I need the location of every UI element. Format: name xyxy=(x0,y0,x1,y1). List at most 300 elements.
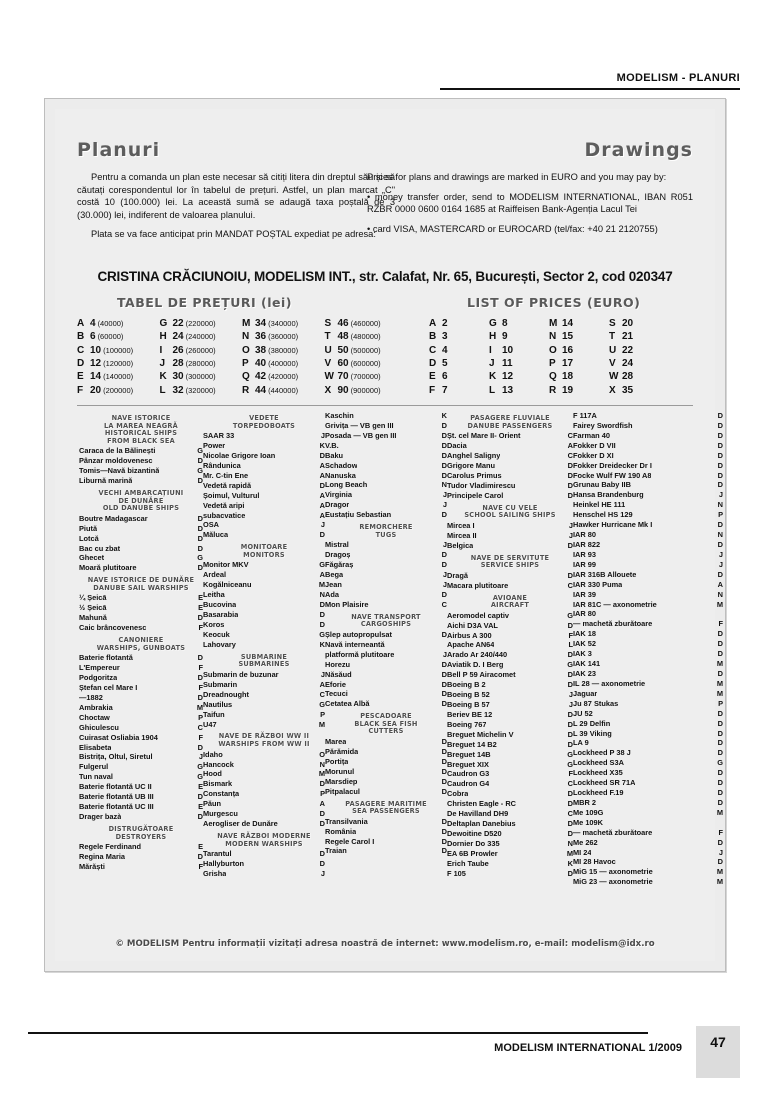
catalog-item-name: U47 xyxy=(203,719,217,729)
catalog-item xyxy=(325,660,447,670)
price-cell xyxy=(242,371,325,382)
catalog-item-name: Caraca de la Bălinești xyxy=(79,446,156,456)
catalog-item xyxy=(325,689,447,699)
catalog-item-name: Șlep autopropulsat xyxy=(325,629,392,639)
catalog-item xyxy=(447,481,573,491)
intro-en-p2: • money transfer order, send to MODELISM INTERNATIONAL, IBAN R051 RZBR 0000 0600 0164 1685 at Raiffeisen Bank-Agenția Lacul Tei xyxy=(367,191,693,215)
catalog-item xyxy=(79,623,203,633)
catalog-item-price-code: F xyxy=(198,732,203,742)
catalog-item-price-code: D xyxy=(441,699,447,709)
price-letter: E xyxy=(429,371,436,383)
catalog-item-name: Lockheed F.19 xyxy=(573,788,624,798)
catalog-item xyxy=(203,789,325,799)
catalog-item-price-code: D xyxy=(567,739,573,749)
price-old-currency: (280000) xyxy=(185,359,216,369)
catalog-item xyxy=(203,809,325,819)
catalog-item xyxy=(325,441,447,451)
catalog-item xyxy=(447,720,573,730)
catalog-item xyxy=(573,619,723,629)
catalog-item-price-code: D xyxy=(197,792,203,802)
catalog-item-name: Mistral xyxy=(325,540,349,550)
catalog-item-name: V.B. xyxy=(325,440,339,450)
catalog-item-price-code: D xyxy=(717,450,723,460)
price-value: 34 xyxy=(255,318,267,330)
catalog-item xyxy=(79,772,203,782)
catalog-item-name: Vedetă aripi xyxy=(203,500,245,510)
catalog-category-heading: PESCADOARE BLACK SEA FISH CUTTERS xyxy=(354,712,418,736)
intro-en-p3: • card VISA, MASTERCARD or EUROCARD (tel/fax: +40 21 2120755) xyxy=(367,223,658,234)
catalog-item-name: Aeromodel captiv xyxy=(447,610,510,620)
price-letter: M xyxy=(242,318,251,330)
catalog-item-name: JU 52 xyxy=(573,708,593,718)
catalog-item xyxy=(447,760,573,770)
catalog-item-price-code: F xyxy=(568,630,573,640)
catalog-item xyxy=(447,461,573,471)
catalog-item-name: Aichi D3A VAL xyxy=(447,620,498,630)
catalog-category-heading: NAVE ISTORICE DE DUNĂRE DANUBE SAIL WARSHIPS xyxy=(87,576,195,592)
catalog-item xyxy=(447,611,573,621)
catalog-item-name: subacvatice xyxy=(203,510,246,520)
catalog-item-name: Boeing B 2 xyxy=(447,680,486,690)
price-letter: J xyxy=(489,358,495,370)
catalog-item-price-code: P xyxy=(320,789,325,799)
price-cell xyxy=(77,318,160,329)
catalog-item xyxy=(447,789,573,799)
catalog-item-name: Hansa Brandenburg xyxy=(573,490,644,500)
price-value: 6 xyxy=(442,371,448,383)
catalog-item xyxy=(79,862,203,872)
catalog-item-name: Breguet 14B xyxy=(447,749,491,759)
price-letter: T xyxy=(324,331,331,343)
price-cell xyxy=(549,385,609,396)
price-table-euro xyxy=(429,317,729,397)
price-cell xyxy=(489,318,549,329)
catalog-item-name: Ambrakia xyxy=(79,702,113,712)
catalog-item-price-code: J xyxy=(568,520,573,530)
price-letter: N xyxy=(242,331,250,343)
price-row xyxy=(77,383,407,396)
price-value: 42 xyxy=(255,371,267,383)
catalog-item-price-code: D xyxy=(441,669,447,679)
catalog-category-heading: VECHI AMBARCAȚIUNI DE DUNĂRE OLD DANUBE SHIPS xyxy=(98,489,184,513)
price-letter: O xyxy=(549,344,557,356)
catalog-item-name: IAK 18 xyxy=(573,629,597,639)
catalog-item-price-code: D xyxy=(567,719,573,729)
page-number-box xyxy=(696,1026,740,1078)
catalog-item xyxy=(573,669,723,679)
price-value: 70 xyxy=(337,371,349,383)
catalog-item xyxy=(573,471,723,481)
catalog-item-price-code: M xyxy=(716,688,723,698)
catalog-item-price-code: D xyxy=(717,718,723,728)
price-letter: A xyxy=(429,318,437,330)
catalog-item-price-code: D xyxy=(717,460,723,470)
catalog-item-name: Făgăraș xyxy=(325,560,354,570)
catalog-item-name: MI 28 Havoc xyxy=(573,857,616,867)
catalog-item xyxy=(203,481,325,491)
catalog-item-price-code: A xyxy=(319,500,325,510)
catalog-item-price-code: D xyxy=(717,857,723,867)
catalog-item xyxy=(325,817,447,827)
catalog-item-name: Morunul xyxy=(325,766,355,776)
catalog-category-heading: NAVE DE SERVITUTE SERVICE SHIPS xyxy=(470,553,550,570)
catalog-item-price-code: D xyxy=(441,679,447,689)
catalog-item-name: OSA xyxy=(203,520,220,530)
catalog-item-name: Ștefan cel Mare I xyxy=(79,683,138,693)
catalog-item-price-code: D xyxy=(319,451,325,460)
catalog-item xyxy=(203,590,325,600)
catalog-item xyxy=(573,590,723,600)
price-letter: X xyxy=(324,384,332,396)
catalog-item xyxy=(203,520,325,530)
price-old-currency: (700000) xyxy=(350,372,381,382)
catalog-item xyxy=(203,720,325,730)
catalog-item-price-code: K xyxy=(319,639,325,649)
catalog-item-name: Mr. C-tin Ene xyxy=(203,470,249,480)
catalog-item-price-code: D xyxy=(567,789,573,799)
catalog-item-name: Anghel Saligny xyxy=(447,451,501,460)
catalog-item-name: MiG 23 — axonometrie xyxy=(573,877,653,887)
catalog-item-name: Christen Eagle - RC xyxy=(447,799,516,809)
price-letter: P xyxy=(242,358,249,370)
catalog-item-name: Posada — VB gen III xyxy=(325,430,397,440)
catalog-item xyxy=(79,713,203,723)
price-row xyxy=(429,383,729,396)
catalog-item-name: MBR 2 xyxy=(573,797,596,807)
catalog-item xyxy=(573,500,723,510)
catalog-item-name: Jaguar xyxy=(573,688,598,698)
catalog-item-name: Constanța xyxy=(203,789,240,799)
catalog-item xyxy=(447,521,573,531)
catalog-item-price-code: G xyxy=(319,699,325,709)
catalog-item-price-code: D xyxy=(197,563,203,573)
catalog-item xyxy=(79,514,203,524)
catalog-category-heading: NAVE TRANSPORT CARGOSHIPS xyxy=(351,612,421,629)
price-old-currency: (200000) xyxy=(103,385,134,395)
catalog-item-price-code: P xyxy=(198,712,203,722)
catalog-item-price-code: D xyxy=(441,430,447,440)
catalog-item-price-code: D xyxy=(567,868,573,878)
catalog-item xyxy=(79,743,203,753)
price-cell xyxy=(489,385,549,396)
catalog-item xyxy=(573,768,723,778)
catalog-item-price-code: D xyxy=(717,797,723,807)
catalog-item xyxy=(325,431,447,441)
catalog-item xyxy=(447,859,573,869)
catalog-item-price-code: J xyxy=(442,649,447,659)
catalog-item xyxy=(79,553,203,563)
catalog-item-price-code: M xyxy=(566,848,573,858)
catalog-item-price-code: J xyxy=(568,699,573,709)
price-value: 10 xyxy=(502,344,514,356)
catalog-item-name: Cobra xyxy=(447,789,469,799)
catalog-item-name: Ada xyxy=(325,589,339,599)
catalog-item xyxy=(325,600,447,610)
price-tables xyxy=(77,317,693,401)
catalog-item xyxy=(79,693,203,703)
price-value: 8 xyxy=(502,318,508,330)
catalog-category-heading: PASAGERE MARITIME SEA PASSENGERS xyxy=(345,799,427,816)
catalog-item xyxy=(447,441,573,451)
catalog-item-name: Șoimul, Vulturul xyxy=(203,490,260,500)
header-rule xyxy=(440,88,740,90)
catalog-item-price-code: D xyxy=(567,819,573,829)
catalog-item-name: Hancock xyxy=(203,759,234,769)
price-letter: L xyxy=(489,384,496,396)
price-cell xyxy=(242,345,325,356)
catalog-item xyxy=(573,689,723,699)
price-row xyxy=(77,330,407,343)
catalog-category-heading: MONITOARE MONITORS xyxy=(240,543,288,559)
catalog-item-name: Focke Wulf FW 190 A8 xyxy=(573,470,652,480)
price-cell xyxy=(77,358,160,369)
catalog-item-price-code: D xyxy=(441,589,447,599)
catalog-item xyxy=(573,798,723,808)
catalog-item-price-code: F xyxy=(568,769,573,779)
catalog-item-price-code: D xyxy=(567,490,573,500)
catalog-item xyxy=(203,560,325,570)
catalog-item-name: Ju 87 Stukas xyxy=(573,698,619,708)
catalog-item xyxy=(203,690,325,700)
price-letter: W xyxy=(609,371,619,383)
price-cell xyxy=(609,318,669,329)
price-cell xyxy=(77,345,160,356)
catalog-category-heading: NAVE DE RĂZBOI WW II WARSHIPS FROM WW II xyxy=(218,732,310,749)
catalog-item-price-code: D xyxy=(319,610,325,620)
price-row xyxy=(429,370,729,383)
catalog-item-name: Ghecet xyxy=(79,553,105,563)
catalog-item xyxy=(79,723,203,733)
price-old-currency: (500000) xyxy=(350,345,381,355)
catalog-item-name: Nicolae Grigore Ioan xyxy=(203,451,276,460)
catalog-item-name: Podgoritza xyxy=(79,673,118,683)
catalog-category-heading: NAVE CU VELE SCHOOL SAILING SHIPS xyxy=(464,503,556,520)
catalog-item xyxy=(325,421,447,431)
catalog-item-name: România xyxy=(325,826,357,836)
catalog-item-name: Navă interneantă xyxy=(325,639,385,649)
catalog-item-name: Power xyxy=(203,441,226,451)
catalog-item-price-code: E xyxy=(198,603,203,613)
catalog-item-price-code: D xyxy=(441,826,447,836)
catalog-item-price-code: A xyxy=(319,460,325,470)
catalog-item-name: Lockheed P 38 J xyxy=(573,748,631,758)
price-cell xyxy=(325,371,408,382)
catalog-item-price-code: J xyxy=(442,540,447,550)
catalog-item xyxy=(79,663,203,673)
catalog-item-name: IAR 80 xyxy=(573,609,597,619)
catalog-item xyxy=(325,500,447,510)
catalog-item xyxy=(325,846,447,856)
catalog-item-price-code: G xyxy=(197,466,203,476)
catalog-item xyxy=(573,441,723,451)
catalog-item xyxy=(573,709,723,719)
catalog-item-price-code: F xyxy=(718,827,723,837)
catalog-item-price-code: A xyxy=(319,570,325,580)
catalog-item-name: Măluca xyxy=(203,530,229,540)
catalog-item xyxy=(79,466,203,476)
catalog-item-name: Tun naval xyxy=(79,772,113,782)
price-cell xyxy=(77,331,160,342)
catalog-item-name: Aviatik D. I Berg xyxy=(447,660,504,670)
price-letter: C xyxy=(77,344,85,356)
catalog-item-name: — machetă zburătoare xyxy=(573,619,653,629)
price-letter: S xyxy=(609,318,616,330)
catalog-item-price-code: K xyxy=(567,858,573,868)
price-value: 20 xyxy=(90,384,102,396)
catalog-item-name: Dewoitine D520 xyxy=(447,828,502,838)
price-old-currency: (900000) xyxy=(350,385,381,395)
price-cell xyxy=(609,385,669,396)
price-value: 7 xyxy=(442,384,448,396)
catalog-item-name: Eustațiu Sebastian xyxy=(325,510,392,520)
price-value: 50 xyxy=(337,344,349,356)
price-value: 22 xyxy=(622,344,634,356)
catalog-item xyxy=(325,580,447,590)
catalog-item-price-code: P xyxy=(718,510,723,520)
catalog-item xyxy=(325,560,447,570)
catalog-item-price-code: D xyxy=(197,653,203,663)
price-row xyxy=(77,317,407,330)
catalog-item-price-code: C xyxy=(567,779,573,789)
catalog-item-price-code: A xyxy=(319,470,325,480)
catalog-item-price-code: G xyxy=(567,749,573,759)
catalog-item-name: Choctaw xyxy=(79,712,110,722)
catalog-item-name: Submarin xyxy=(203,679,238,689)
catalog-item xyxy=(447,779,573,789)
price-letter: Q xyxy=(549,371,557,383)
catalog-item xyxy=(203,610,325,620)
catalog-item-name: Fulgerul xyxy=(79,762,109,772)
catalog-item-name: Părămida xyxy=(325,746,359,756)
price-letter: D xyxy=(77,358,85,370)
catalog-item xyxy=(573,808,723,818)
price-row xyxy=(429,330,729,343)
catalog-item-price-code: G xyxy=(197,446,203,456)
price-old-currency: (40000) xyxy=(97,319,124,329)
catalog-item-price-code: D xyxy=(319,619,325,629)
catalog-item-name: Boeing B 57 xyxy=(447,699,490,709)
catalog-item-name: Hallyburton xyxy=(203,859,245,869)
catalog-item-price-code: D xyxy=(717,470,723,480)
catalog-item-name: Nanuska xyxy=(325,470,356,480)
catalog-item xyxy=(79,593,203,603)
price-value: 15 xyxy=(562,331,574,343)
catalog-item xyxy=(79,603,203,613)
catalog-item xyxy=(203,849,325,859)
price-old-currency: (420000) xyxy=(268,372,299,382)
catalog-item-name: Heinkel HE 111 xyxy=(573,500,626,510)
catalog-item-price-code: M xyxy=(716,807,723,817)
mailing-address: CRISTINA CRĂCIUNOIU, MODELISM INT., str. Calafat, Nr. 65, București, Sector 2, cod 020347 xyxy=(97,269,673,284)
catalog-item xyxy=(203,710,325,720)
price-cell xyxy=(549,331,609,342)
price-cell xyxy=(77,371,160,382)
table-headings xyxy=(77,295,693,313)
catalog-category-heading: NAVE ISTORICE LA MAREA NEAGRĂ HISTORICAL SHIPS FROM BLACK SEA xyxy=(104,414,178,445)
catalog-item-name: Breguet Michelin V xyxy=(447,729,514,739)
catalog-item-name: Leitha xyxy=(203,590,225,600)
catalog-item xyxy=(447,541,573,551)
catalog-item-price-code: D xyxy=(441,846,447,856)
catalog-item-price-code: N xyxy=(717,530,723,540)
price-value: 90 xyxy=(337,384,349,396)
catalog-item-price-code: D xyxy=(441,836,447,846)
catalog-item-name: IAR 81C — axonometrie xyxy=(573,599,657,609)
intro-ro-p2: Plata se va face anticipat prin MANDAT POȘTAL expediat pe adresa: xyxy=(91,229,376,240)
catalog-item xyxy=(325,451,447,461)
catalog-item-name: — machetă zburătoare xyxy=(573,827,653,837)
catalog-item xyxy=(447,740,573,750)
price-value: 14 xyxy=(562,318,574,330)
catalog-item-price-code: D xyxy=(717,728,723,738)
price-old-currency: (440000) xyxy=(268,385,299,395)
price-letter: F xyxy=(429,384,436,396)
catalog-item-price-code: D xyxy=(319,480,325,490)
catalog-item-price-code: D xyxy=(717,420,723,430)
catalog-item-name: IAR 316B Allouete xyxy=(573,569,637,579)
catalog-item-name: Caudron G3 xyxy=(447,769,490,779)
catalog-item xyxy=(447,750,573,760)
catalog-category-heading: NAVE RĂZBOI MODERNE MODERN WARSHIPS xyxy=(217,831,311,848)
catalog-item-name: F 117A xyxy=(573,411,597,420)
catalog-item xyxy=(447,799,573,809)
catalog-item xyxy=(203,799,325,809)
catalog-item xyxy=(573,431,723,441)
catalog-item-name: Ardeal xyxy=(203,570,227,580)
catalog-item-price-code: D xyxy=(717,748,723,758)
price-cell xyxy=(160,331,243,342)
catalog-item-name: Airbus A 300 xyxy=(447,630,492,640)
catalog-item xyxy=(79,762,203,772)
catalog-item xyxy=(573,530,723,540)
catalog-item-price-code: M xyxy=(716,867,723,877)
price-value: 60 xyxy=(337,358,349,370)
catalog-item-name: Kogălniceanu xyxy=(203,580,252,590)
catalog-item-name: Hood xyxy=(203,769,222,779)
catalog-item-name: IAR 80 xyxy=(573,530,597,540)
price-value: 16 xyxy=(562,344,574,356)
catalog-item xyxy=(203,431,325,441)
price-letter: K xyxy=(159,371,167,383)
catalog-item-price-code: J xyxy=(442,570,447,580)
price-table-title-lei: TABEL DE PREȚURI (lei) xyxy=(117,295,292,310)
catalog-item-price-code: J xyxy=(568,530,573,540)
catalog-item-name: platformă plutitoare xyxy=(325,649,395,659)
catalog-item-name: Piută xyxy=(79,523,98,533)
price-letter: C xyxy=(429,344,437,356)
price-letter: R xyxy=(242,384,250,396)
catalog-item-price-code: D xyxy=(717,430,723,440)
catalog-item-price-code: D xyxy=(567,620,573,630)
catalog-item-price-code: N xyxy=(319,590,325,600)
catalog-item-name: Grigore Manu xyxy=(447,460,496,470)
catalog-item xyxy=(447,491,573,501)
catalog-item xyxy=(447,621,573,631)
catalog-item xyxy=(573,629,723,639)
catalog-item-name: Tomis—Navă bizantină xyxy=(79,466,160,476)
catalog-item-price-code: N xyxy=(441,480,447,490)
catalog-item xyxy=(325,777,447,787)
catalog-item-price-code: D xyxy=(717,411,723,420)
catalog-item-price-code: D xyxy=(717,837,723,847)
catalog-item xyxy=(573,520,723,530)
catalog-item-price-code: C xyxy=(319,689,325,699)
catalog-item-name: Eforie xyxy=(325,679,346,689)
price-cell xyxy=(160,345,243,356)
price-letter: H xyxy=(489,331,497,343)
catalog-item-price-code: J xyxy=(718,559,723,569)
catalog-item-price-code: D xyxy=(567,570,573,580)
